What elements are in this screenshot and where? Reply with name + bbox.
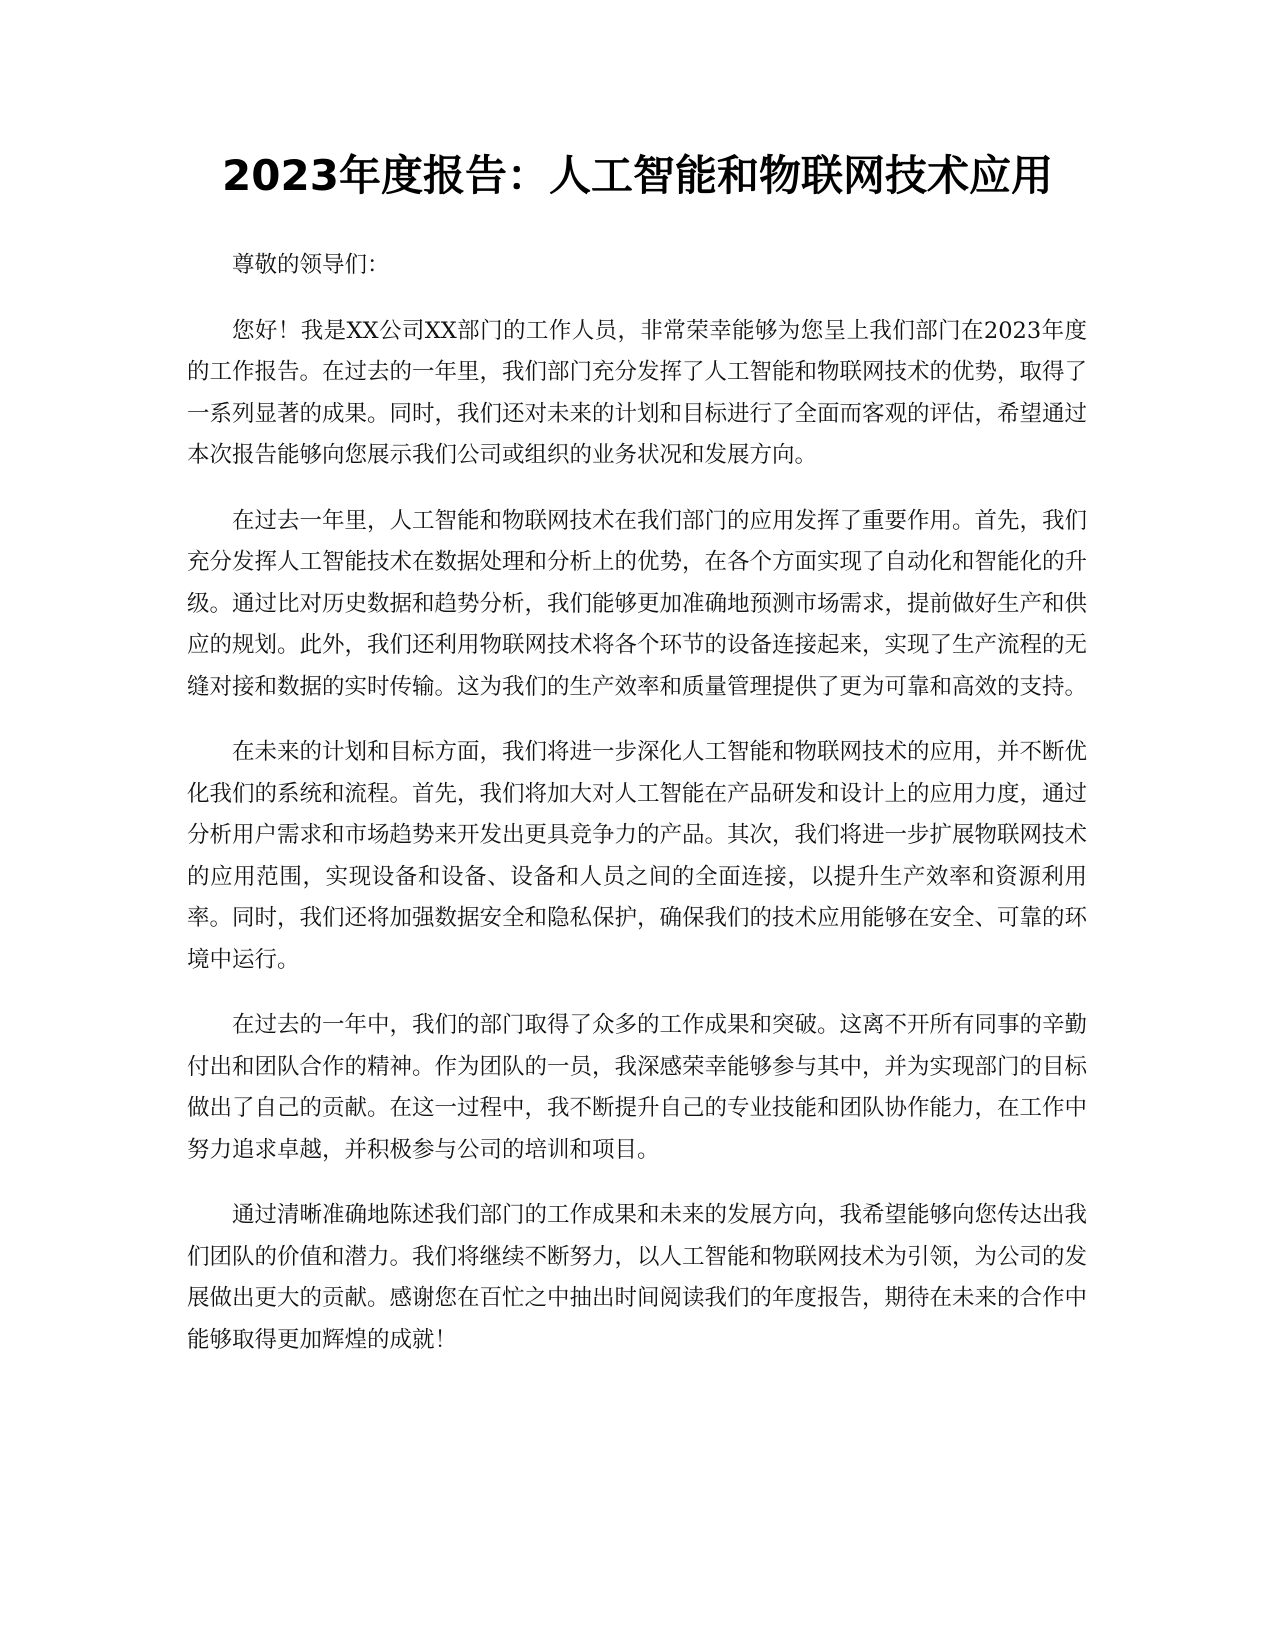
document-title: 2023年度报告：人工智能和物联网技术应用 xyxy=(222,151,1053,200)
paragraph-closing: 通过清晰准确地陈述我们部门的工作成果和未来的发展方向，我希望能够向您传达出我们团队的价值和潜力。我们将继续不断努力，以人工智能和物联网技术为引领，为公司的发展做出更大的贡献。感谢您在百忙之中抽出时间阅读我们的年度报告，期待在未来的合作中能够取得更加辉煌的成就！ xyxy=(187,1202,1088,1353)
paragraph-past-year-applications: 在过去一年里，人工智能和物联网技术在我们部门的应用发挥了重要作用。首先，我们充分发挥人工智能技术在数据处理和分析上的优势，在各个方面实现了自动化和智能化的升级。通过比对历史数据和趋势分析，我们能够更加准确地预测市场需求，提前做好生产和供应的规划。此外，我们还利用物联网技术将各个环节的设备连接起来，实现了生产流程的无缝对接和数据的实时传输。这为我们的生产效率和质量管理提供了更为可靠和高效的支持。 xyxy=(187,507,1088,700)
paragraph-greeting: 您好！我是XX公司XX部门的工作人员，非常荣幸能够为您呈上我们部门在2023年度的工作报告。在过去的一年里，我们部门充分发挥了人工智能和物联网技术的优势，取得了一系列显著的成果。同时，我们还对未来的计划和目标进行了全面而客观的评估，希望通过本次报告能够向您展示我们公司或组织的业务状况和发展方向。 xyxy=(187,317,1088,468)
paragraph-future-plans: 在未来的计划和目标方面，我们将进一步深化人工智能和物联网技术的应用，并不断优化我们的系统和流程。首先，我们将加大对人工智能在产品研发和设计上的应用力度，通过分析用户需求和市场趋势来开发出更具竞争力的产品。其次，我们将进一步扩展物联网技术的应用范围，实现设备和设备、设备和人员之间的全面连接，以提升生产效率和资源利用率。同时，我们还将加强数据安全和隐私保护，确保我们的技术应用能够在安全、可靠的环境中运行。 xyxy=(187,739,1088,973)
paragraph-achievements: 在过去的一年中，我们的部门取得了众多的工作成果和突破。这离不开所有同事的辛勤付出和团队合作的精神。作为团队的一员，我深感荣幸能够参与其中，并为实现部门的目标做出了自己的贡献。在这一过程中，我不断提升自己的专业技能和团队协作能力，在工作中努力追求卓越，并积极参与公司的培训和项目。 xyxy=(187,1012,1088,1163)
document-body xyxy=(187,245,1087,1385)
salutation: 尊敬的领导们： xyxy=(232,252,390,278)
